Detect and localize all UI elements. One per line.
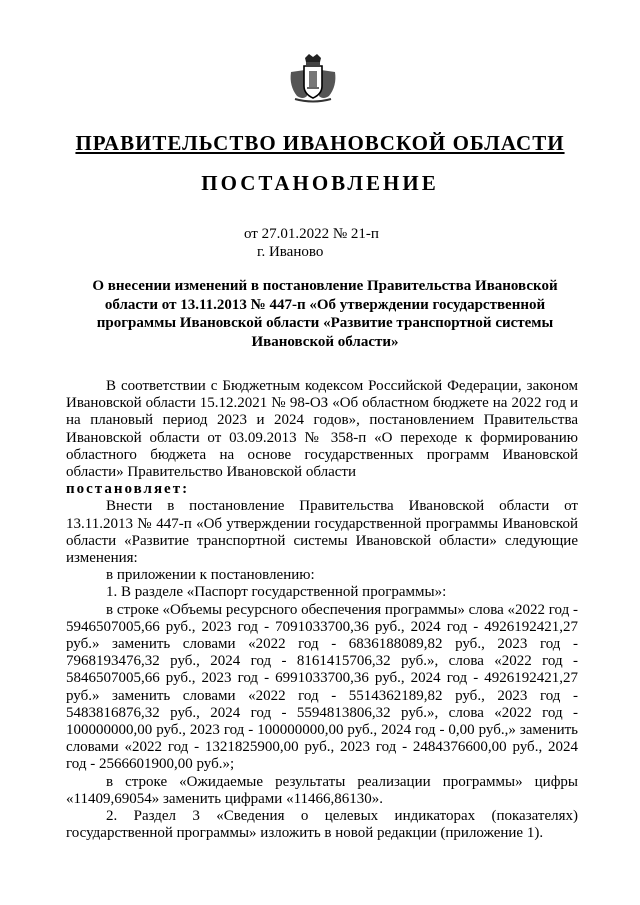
body-paragraph-amend: Внести в постановление Правительства Ивановской области от 13.11.2013 № 447-п «Об утверждении государственной программы Ивановской области «Развитие транспортной системы Ивановской области» следующие изменения: [66, 498, 578, 567]
document-city: г. Иваново [257, 244, 324, 260]
document-date-number: от 27.01.2022 № 21-п [244, 226, 379, 242]
body-paragraph-item-2: 2. Раздел 3 «Сведения о целевых индикаторах (показателях) государственной программы» изложить в новой редакции (приложение 1). [66, 808, 578, 842]
body-paragraph-results: в строке «Ожидаемые результаты реализации программы» цифры «11409,69054» заменить цифрами «11466,86130». [66, 773, 578, 807]
ivanovo-coat-of-arms-icon [287, 52, 339, 104]
body-paragraph-item-1: 1. В разделе «Паспорт государственной программы»: [106, 584, 447, 601]
document-heading: О внесении изменений в постановление Правительства Ивановской области от 13.11.2013 № 447-п «Об утверждении государственной программы Ивановской области «Развитие транспортной системы Ивановской области» [92, 278, 558, 350]
body-paragraph-annex: в приложении к постановлению: [106, 567, 315, 584]
body-paragraph-funding: в строке «Объемы ресурсного обеспечения программы» слова «2022 год - 5946507005,66 руб., 2023 год - 7091033700,36 руб., 2024 год - 4926192421,27 руб.» заменить словами «2022 год - 6836188089,82 руб., 2023 год - 7968193476,32 руб., 2024 год - 8161415706,32 руб.», слова «2022 год - 5846507005,66 руб., 2023 год - 6991033700,36 руб., 2024 год - 4926192421,27 руб.» заменить словами «2022 год - 5514362189,82 руб., 2023 год - 5483816876,32 руб., 2024 год - 5594813806,32 руб.», слова «2022 год - 100000000,00 руб., 2023 год - 100000000,00 руб., 2024 год - 0,00 руб.,» заменить словами «2022 год - 1321825900,00 руб., 2023 год - 2484376600,00 руб., 2024 год - 2566601900,00 руб.»; [66, 601, 578, 773]
document-type-title: ПОСТАНОВЛЕНИЕ [201, 171, 439, 195]
government-title: ПРАВИТЕЛЬСТВО ИВАНОВСКОЙ ОБЛАСТИ [75, 131, 565, 155]
document-body [66, 378, 578, 842]
resolves-word: постановляет: [66, 481, 190, 498]
body-paragraph-preamble: В соответствии с Бюджетным кодексом Российской Федерации, законом Ивановской области 15.12.2021 № 98-ОЗ «Об областном бюджете на 2022 год и на плановый период 2023 и 2024 годов», постановлением Правительства Ивановской области от 03.09.2013 № 358-п «О переходе к формированию областного бюджета на основе государственных программ Ивановской области» Правительство Ивановской области [66, 378, 578, 481]
